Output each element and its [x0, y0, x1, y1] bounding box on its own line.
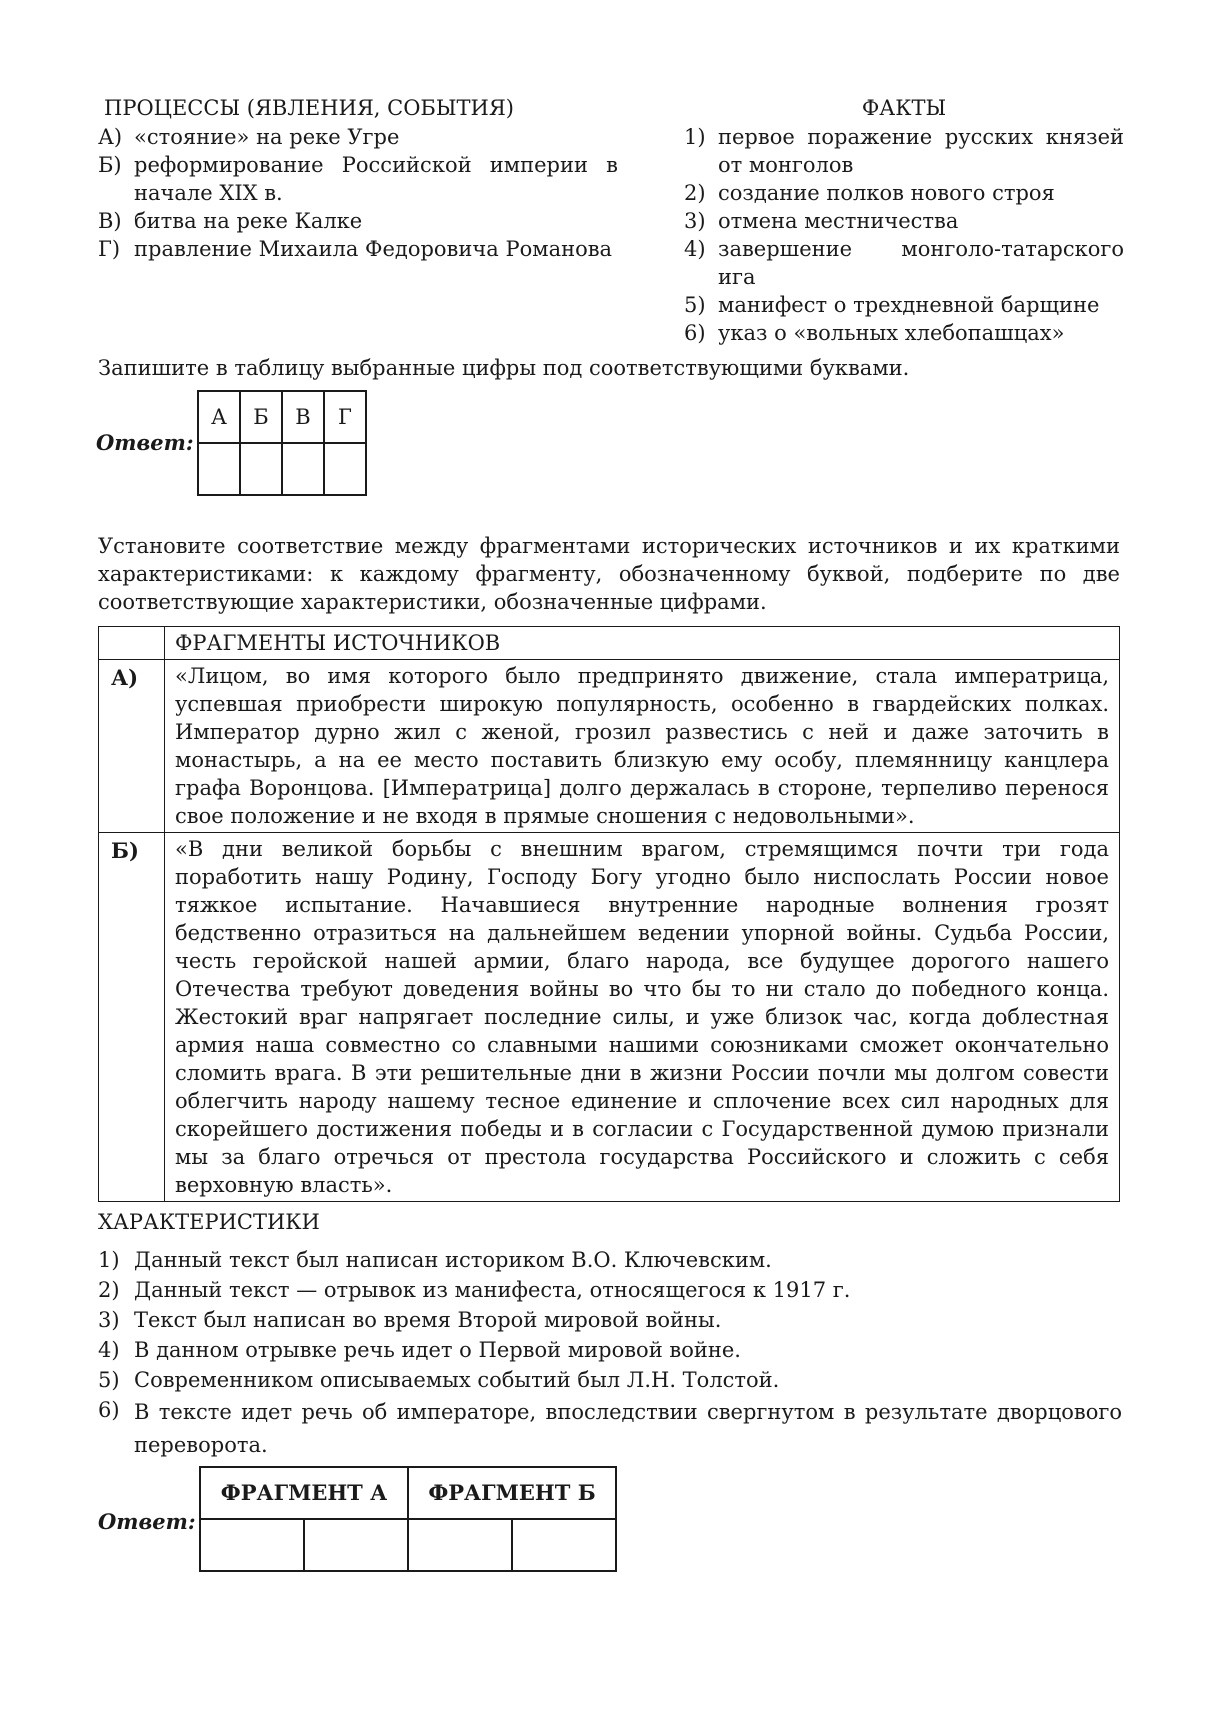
source-fragment-a-text: «Лицом, во имя которого было предпринято движение, стала императрица, успевшая приобрести широкую популярность, особенно в гвардейских полках. Император дурно жил с женой, грозил развестись с ней и даже заточить в монастырь, а на ее место поставить близкую ему особу, племянницу канцлера графа Воронцова. [Императрица] долго держалась в стороне, терпеливо перенося свое положение и не входя в прямые сношения с недовольными». — [175, 664, 1109, 828]
processes-column — [98, 94, 618, 263]
task1-answer-cell-a[interactable] — [198, 443, 240, 495]
characteristic-item-5: 5) Современником описываемых событий был Л.Н. Толстой. — [98, 1368, 780, 1392]
processes-header: ПРОЦЕССЫ (ЯВЛЕНИЯ, СОБЫТИЯ) — [104, 96, 515, 120]
fact-item-4: 4) завершение монголо-татарского ига — [684, 237, 1124, 289]
fact-item-5: 5) манифест о трехдневной барщине — [684, 293, 1100, 317]
task1-answer-cell-b[interactable] — [240, 443, 282, 495]
process-item-b: Б) реформирование Российской империи в начале XIX в. — [98, 153, 618, 205]
facts-header: ФАКТЫ — [861, 96, 947, 120]
task1-col-v: В — [282, 391, 324, 443]
task2-answer-cell-a1[interactable] — [200, 1519, 304, 1571]
fact-item-6: 6) указ о «вольных хлебопашцах» — [684, 321, 1065, 345]
process-item-a: А) «стояние» на реке Угре — [98, 125, 400, 149]
characteristics-list — [98, 1246, 1122, 1462]
task1-col-b: Б — [240, 391, 282, 443]
sources-table — [98, 626, 1120, 1202]
facts-column — [684, 94, 1124, 347]
source-fragment-a — [99, 659, 1119, 832]
task2-instruction: Установите соответствие между фрагментами исторических источников и их краткими характеристиками: к каждому фрагменту, обозначенному буквой, подберите по две соответствующие характеристики, обозначенные цифрами. — [98, 534, 1120, 614]
task2-answer-cell-b2[interactable] — [512, 1519, 616, 1571]
characteristic-item-3: 3) Текст был написан во время Второй мировой войны. — [98, 1308, 722, 1332]
characteristics-header: ХАРАКТЕРИСТИКИ — [98, 1210, 320, 1234]
task1-answer-cell-g[interactable] — [324, 443, 366, 495]
characteristic-item-6: 6) В тексте идет речь об императоре, впоследствии свергнутом в результате дворцового переворота. — [98, 1398, 1122, 1457]
task1-answer-label: Ответ: — [96, 430, 194, 455]
task2-answer-cell-b1[interactable] — [408, 1519, 512, 1571]
source-fragment-a-letter: А) — [99, 660, 165, 832]
task2-answer-cell-a2[interactable] — [304, 1519, 408, 1571]
process-item-g: Г) правление Михаила Федоровича Романова — [98, 237, 613, 261]
task2-answer-table — [199, 1466, 617, 1572]
fact-item-1: 1) первое поражение русских князей от монголов — [684, 125, 1124, 177]
fact-item-2: 2) создание полков нового строя — [684, 181, 1055, 205]
characteristic-item-1: 1) Данный текст был написан историком В.О. Ключевским. — [98, 1248, 772, 1272]
task2-col-fragment-b: ФРАГМЕНТ Б — [408, 1467, 616, 1519]
task2-col-fragment-a: ФРАГМЕНТ А — [200, 1467, 408, 1519]
source-fragment-b-text: «В дни великой борьбы с внешним врагом, стремящимся почти три года поработить нашу Родину, Господу Богу угодно было ниспослать России новое тяжкое испытание. Начавшиеся внутренние народные волнения грозят бедственно отразиться на дальнейшем ведении упорной войны. Судьба России, честь геройской нашей армии, благо народа, все будущее дорогого нашего Отечества требуют доведения войны во что бы то ни стало до победного конца. Жестокий враг напрягает последние силы, и уже близок час, когда доблестная армия наша совместно со славными нашими союзниками сможет окончательно сломить врага. В эти решительные дни в жизни России почли мы долгом совести облегчить народу нашему тесное единение и сплочение всех сил народных для скорейшего достижения победы и в согласии с Государственной думою признали мы за благо отречься от престола государства Российского и сложить с себя верховную власть». — [175, 837, 1109, 1197]
task1-col-g: Г — [324, 391, 366, 443]
task1-answer-table — [197, 390, 367, 496]
characteristic-item-4: 4) В данном отрывке речь идет о Первой мировой войне. — [98, 1338, 741, 1362]
sources-header-row — [99, 627, 1119, 659]
task1-instruction: Запишите в таблицу выбранные цифры под соответствующими буквами. — [98, 356, 910, 380]
sources-table-header: ФРАГМЕНТЫ ИСТОЧНИКОВ — [175, 631, 501, 655]
task2-answer-label: Ответ: — [98, 1509, 196, 1534]
process-item-v: В) битва на реке Калке — [98, 209, 363, 233]
task1-col-a: А — [198, 391, 240, 443]
source-fragment-b — [99, 832, 1119, 1201]
task1-answer-cell-v[interactable] — [282, 443, 324, 495]
fact-item-3: 3) отмена местничества — [684, 209, 959, 233]
characteristic-item-2: 2) Данный текст — отрывок из манифеста, относящегося к 1917 г. — [98, 1278, 851, 1302]
source-fragment-b-letter: Б) — [99, 833, 165, 1201]
